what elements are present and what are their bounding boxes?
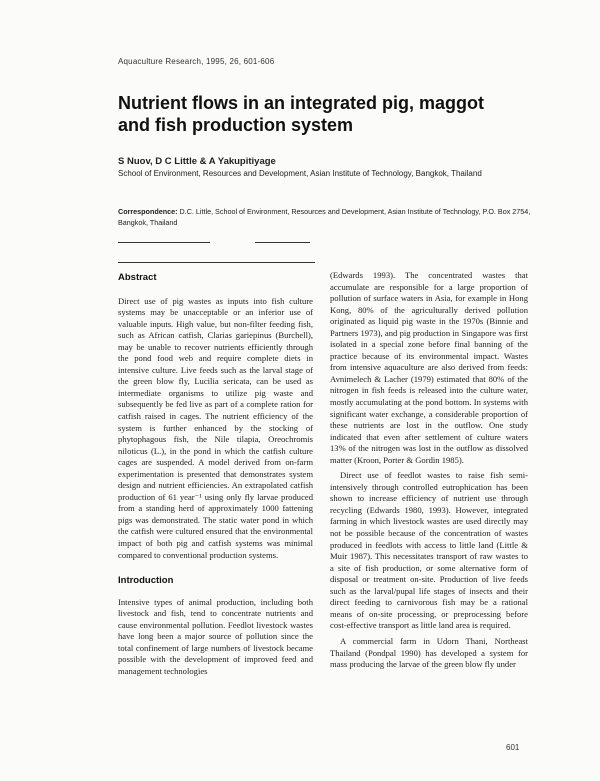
body-paragraph: Direct use of feedlot wastes to raise fish semi-intensively through controlled eutrophication has been shown to increase efficiency of nutrient use through recycling (Edwards 1980, 1993). However, integrated farming in which livestock wastes are used directly may not be possible because of the concentration of wastes produced in feedlots with access to little land (Little & Muir 1987). This necessitates transport of raw wastes to a site of fish production, or some alternative form of disposal or treatment on-site. Production of live feeds such as the larval/pupal life stages of insects and their direct feeding to carnivorous fish may be a rational means of on-site processing, or preprocessing before cost-effective transport as little land area is required. xyxy=(330,470,528,631)
author-affiliation: School of Environment, Resources and Development, Asian Institute of Technology, Bangkok, Thailand xyxy=(118,169,482,178)
abstract-rule xyxy=(118,262,315,263)
introduction-text: Intensive types of animal production, including both livestock and fish, tend to concentrate nutrients and cause environmental pollution. Feedlot livestock wastes have long been a major source of pollution since the total confinement of large numbers of livestock became possible with the development of improved feed and management technologies xyxy=(118,596,313,676)
journal-citation: Aquaculture Research, 1995, 26, 601-606 xyxy=(118,57,275,66)
right-column xyxy=(330,270,528,671)
abstract-text: Direct use of pig wastes as inputs into fish culture systems may be unacceptable or an inferior use of valuable inputs. High value, but non-filter feeding fish, such as African catfish, Clarias gariepinus (Burchell), may be unable to recover nutrients efficiently through the pond food web and require complete diets in intensive culture. Live feeds such as the larval stage of the green blow fly, Lucilia sericata, can be used as intermediate organisms to utilize pig waste and subsequently be fed live as part of a complete ration for catfish raised in cages. The nutrient efficiency of the system is further enhanced by the stocking of phytophagous fish, the Nile tilapia, Oreochromis niloticus (L.), in the pond in which the catfish culture cages are suspended. A model derived from on-farm experimentation is presented that demonstrates system design and nutrient efficiencies. An extrapolated catfish production of 61 year⁻¹ using only fly larvae produced from a standing herd of approximately 1000 fattening pigs was demonstrated. The static water pond in which the catfish were cultured ensured that the environmental impact of both pig and catfish systems was minimal compared to conventional production systems. xyxy=(118,295,313,560)
introduction-heading: Introduction xyxy=(118,575,174,587)
divider-rule xyxy=(255,242,310,243)
author-list: S Nuov, D C Little & A Yakupitiyage xyxy=(118,156,276,167)
page-number: 601 xyxy=(506,743,520,752)
abstract-heading: Abstract xyxy=(118,272,157,283)
body-paragraph: A commercial farm in Udorn Thani, Northeast Thailand (Pondpal 1990) has developed a system for mass producing the larvae of the green blow fly under xyxy=(330,635,528,670)
article-title: Nutrient flows in an integrated pig, maggot and fish production system xyxy=(118,93,485,135)
divider-rule xyxy=(118,242,210,243)
correspondence-note xyxy=(118,206,538,228)
correspondence-label: Correspondence: xyxy=(118,207,178,216)
body-paragraph: (Edwards 1993). The concentrated wastes that accumulate are responsible for a large proportion of pollution of surface waters in Asia, for example in Hong Kong, 80% of the agriculturally derived pollution originated as liquid pig waste in the 1970s (Binnie and Partners 1973), and pig production in Singapore was first isolated in a special zone before final banning of the practice because of its environmental impact. Wastes from intensive aquaculture are also derived from feeds: Avnimelech & Lacher (1979) estimated that 80% of the nitrogen in fish feeds is released into the culture water, mostly accumulating at the pond bottom. In systems with significant water exchange, a considerable proportion of these nutrients are lost in the outflow. One study indicated that even after settlement of culture waters 13% of the nitrogen was lost in the outflow as dissolved matter (Kroon, Porter & Gordin 1985). xyxy=(330,270,528,465)
left-column xyxy=(118,266,313,678)
correspondence-text: D.C. Little, School of Environment, Resources and Development, Asian Institute of Technology, P.O. Box 2754, Bangkok, Thailand xyxy=(118,207,531,227)
